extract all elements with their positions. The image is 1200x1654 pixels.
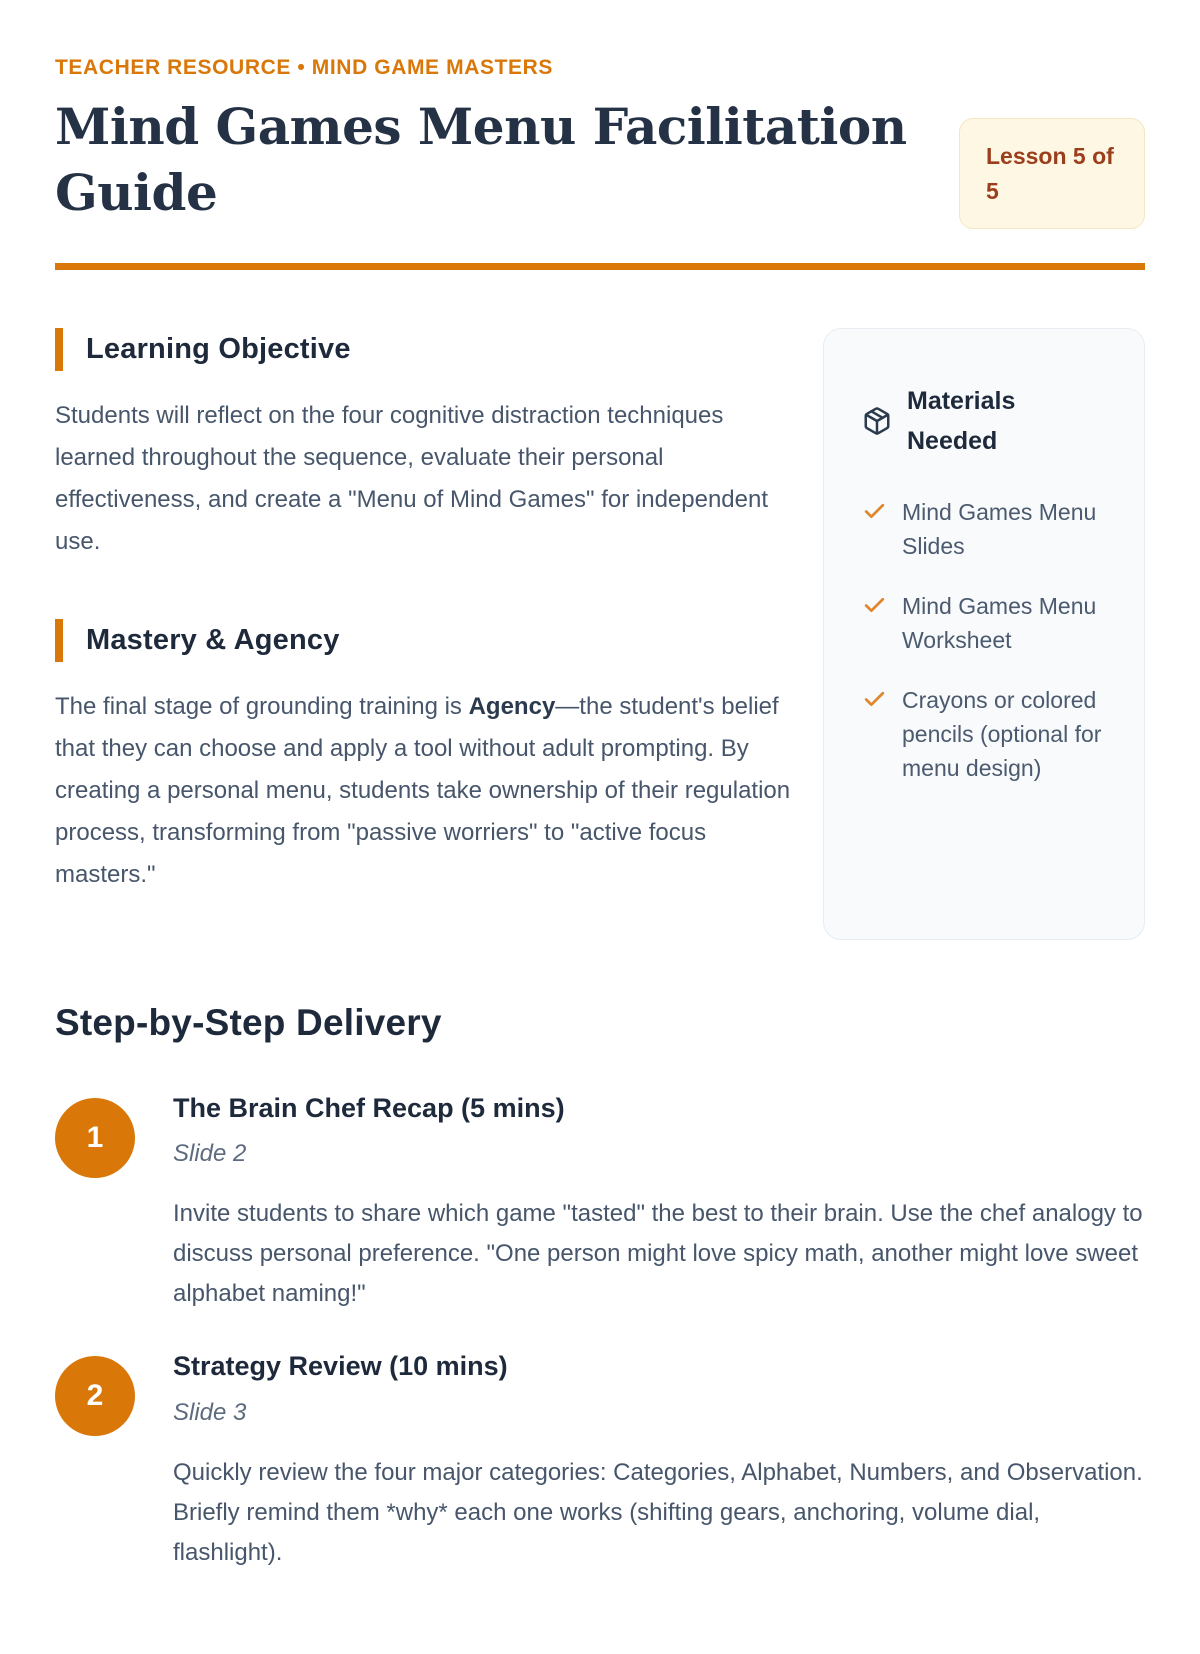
step-number-badge: 1	[55, 1098, 135, 1178]
step-title: The Brain Chef Recap (5 mins)	[173, 1093, 565, 1123]
mastery-body-after: —the student's belief that they can choose and apply a tool without adult prompting. By creating a personal menu, students take ownership of their regulation process, transforming from "passive worriers" to "active focus masters."	[55, 693, 791, 888]
step-description: Invite students to share which game "tasted" the best to their brain. Use the chef analogy to discuss personal preference. "One person might love spicy math, another might love sweet alphabet naming!"	[173, 1200, 1143, 1308]
check-icon	[862, 499, 887, 524]
step-content	[173, 1092, 1145, 1314]
step-content	[173, 1350, 1145, 1572]
material-label: Mind Games Menu Worksheet	[902, 593, 1097, 653]
eyebrow-text: TEACHER RESOURCE • MIND GAME MASTERS	[55, 56, 553, 79]
mastery-body-bold: Agency	[468, 693, 556, 720]
package-icon	[862, 406, 892, 436]
lesson-badge: Lesson 5 of 5	[959, 118, 1145, 229]
materials-header	[862, 381, 1106, 461]
learning-objective-heading: Learning Objective	[55, 328, 793, 371]
materials-list	[862, 495, 1106, 785]
material-label: Mind Games Menu Slides	[902, 499, 1097, 559]
page-title: Mind Games Menu Facilitation Guide	[55, 97, 907, 222]
step-slide-ref: Slide 2	[173, 1140, 247, 1168]
step-item-1	[55, 1092, 1145, 1314]
step-slide-ref: Slide 3	[173, 1398, 247, 1426]
mastery-body-before: The final stage of grounding training is	[55, 693, 469, 720]
main-column	[55, 328, 793, 896]
materials-list-item	[862, 589, 1106, 657]
steps-list	[55, 1092, 1145, 1573]
divider-rule	[55, 263, 1145, 270]
materials-card	[823, 328, 1145, 940]
materials-heading: Materials Needed	[907, 387, 1016, 455]
step-number-badge: 2	[55, 1356, 135, 1436]
learning-objective-body: Students will reflect on the four cognitive distraction techniques learned throughout the sequence, evaluate their personal effectiveness, and create a "Menu of Mind Games" for independent use.	[55, 402, 769, 555]
learning-objective-section	[55, 328, 793, 563]
step-item-2	[55, 1350, 1145, 1572]
mastery-agency-body	[55, 686, 793, 896]
check-icon	[862, 593, 887, 618]
materials-list-item	[862, 683, 1106, 785]
materials-list-item	[862, 495, 1106, 563]
step-description: Quickly review the four major categories: Categories, Alphabet, Numbers, and Observation. Briefly remind them *why* each one works (shifting gears, anchoring, volume dial, flashlight).	[173, 1458, 1143, 1566]
mastery-agency-heading: Mastery & Agency	[55, 619, 793, 662]
step-title: Strategy Review (10 mins)	[173, 1351, 508, 1382]
material-label: Crayons or colored pencils (optional for menu design)	[902, 687, 1102, 781]
steps-section-heading: Step-by-Step Delivery	[55, 1002, 442, 1043]
content-grid	[55, 328, 1145, 940]
mastery-agency-section	[55, 619, 793, 896]
document-page	[0, 54, 1200, 1573]
title-row	[55, 82, 1145, 229]
check-icon	[862, 687, 887, 712]
